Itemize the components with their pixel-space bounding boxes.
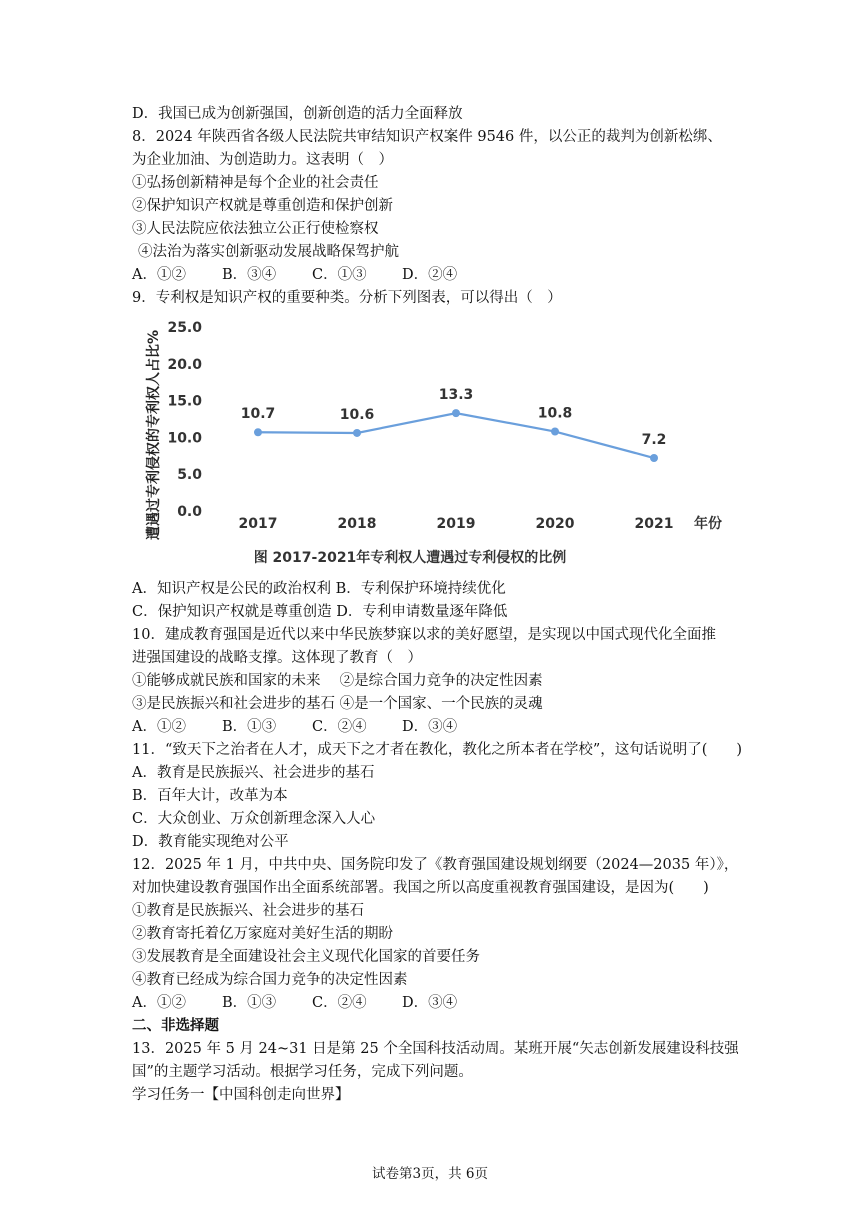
chart-data-label: 10.7 bbox=[240, 406, 276, 423]
chart-data-point bbox=[551, 428, 559, 436]
q11-stem: 11．“致天下之治者在人才，成天下之才者在教化，教化之所本者在学校”，这句话说明了( ) bbox=[132, 742, 743, 758]
q12-item-2: ②教育寄托着亿万家庭对美好生活的期盼 bbox=[132, 926, 393, 942]
chart-data-label: 13.3 bbox=[438, 387, 474, 404]
chart-data-labels bbox=[241, 387, 667, 448]
q12-stem-line2: 对加快建设教育强国作出全面系统部署。我国之所以高度重视教育强国建设，是因为( ) bbox=[132, 880, 709, 896]
q9-options-ab: A．知识产权是公民的政治权利 B．专利保护环境持续优化 bbox=[132, 581, 506, 597]
q10-choice-b: B．①③ bbox=[222, 719, 277, 735]
chart-y-axis-label: 遭遇过专利侵权的专利权人占比% bbox=[146, 329, 162, 541]
chart-y-tick-label: 5.0 bbox=[177, 467, 202, 484]
q10-choice-c: C．②④ bbox=[312, 719, 367, 735]
q13-stem-line1: 13．2025 年 5 月 24~31 日是第 25 个全国科技活动周。某班开展“矢志创新发展建设科技强 bbox=[132, 1041, 739, 1057]
q10-choice-a: A．①② bbox=[132, 719, 186, 735]
q8-choices bbox=[132, 265, 457, 285]
q12-item-1: ①教育是民族振兴、社会进步的基石 bbox=[132, 903, 364, 919]
q11-option-b: B．百年大计，改革为本 bbox=[132, 788, 288, 804]
q12-choice-b: B．①③ bbox=[222, 995, 277, 1011]
chart-y-tick-label: 20.0 bbox=[167, 356, 202, 373]
q8-choice-a: A．①② bbox=[132, 267, 186, 283]
q12-item-3: ③发展教育是全面建设社会主义现代化国家的首要任务 bbox=[132, 949, 480, 965]
chart-data-label: 7.2 bbox=[641, 432, 667, 449]
chart-y-ticks bbox=[167, 320, 202, 520]
q13-stem-line2: 国”的主题学习活动。根据学习任务，完成下列问题。 bbox=[132, 1064, 473, 1080]
q8-choice-b: B．③④ bbox=[222, 267, 277, 283]
q11-option-c: C．大众创业、万众创新理念深入人心 bbox=[132, 811, 376, 827]
chart-series-line bbox=[258, 413, 654, 458]
q10-items-34: ③是民族振兴和社会进步的基石 ④是一个国家、一个民族的灵魂 bbox=[132, 696, 543, 712]
q8-choice-d: D．②④ bbox=[402, 267, 458, 283]
q12-choice-c: C．②④ bbox=[312, 995, 367, 1011]
q12-choices bbox=[132, 993, 457, 1013]
q8-item-2: ②保护知识产权就是尊重创造和保护创新 bbox=[132, 198, 393, 214]
q8-item-1: ①弘扬创新精神是每个企业的社会责任 bbox=[132, 175, 379, 191]
q10-choice-d: D．③④ bbox=[402, 719, 458, 735]
q10-choices bbox=[132, 717, 457, 737]
chart-x-tick-label: 2021 bbox=[634, 516, 674, 532]
q11-option-a: A．教育是民族振兴、社会进步的基石 bbox=[132, 765, 375, 781]
chart-y-tick-label: 15.0 bbox=[167, 393, 202, 410]
chart-data-point bbox=[254, 428, 262, 436]
chart-data-label: 10.6 bbox=[339, 406, 375, 423]
section-heading-nonchoice: 二、非选择题 bbox=[132, 1017, 219, 1034]
q12-item-4: ④教育已经成为综合国力竞争的决定性因素 bbox=[132, 972, 408, 988]
learning-task-1: 学习任务一【中国科创走向世界】 bbox=[132, 1087, 350, 1103]
chart-y-tick-label: 25.0 bbox=[167, 320, 202, 336]
q12-stem-line1: 12．2025 年 1 月，中共中央、国务院印发了《教育强国建设规划纲要（2024—2035 年）》， bbox=[132, 857, 739, 873]
q7-option-d: D．我国已成为创新强国，创新创造的活力全面释放 bbox=[132, 106, 463, 122]
q8-item-3: ③人民法院应依法独立公正行使检察权 bbox=[132, 221, 379, 237]
chart-data-label: 10.8 bbox=[537, 405, 573, 422]
chart-x-axis-label: 年份 bbox=[694, 516, 722, 532]
chart-x-ticks bbox=[239, 516, 674, 532]
patent-infringement-chart bbox=[140, 308, 740, 580]
chart-data-point bbox=[353, 429, 361, 437]
chart-y-tick-label: 0.0 bbox=[177, 504, 202, 520]
q12-choice-d: D．③④ bbox=[402, 995, 458, 1011]
chart-x-tick-label: 2019 bbox=[436, 516, 476, 532]
q8-stem-line2: 为企业加油、为创造助力。这表明（ ） bbox=[132, 152, 393, 168]
q10-stem-line1: 10．建成教育强国是近代以来中华民族梦寐以求的美好愿望，是实现以中国式现代化全面推 bbox=[132, 627, 716, 643]
chart-x-tick-label: 2018 bbox=[337, 516, 377, 532]
chart-data-point bbox=[452, 409, 460, 417]
q8-choice-c: C．①③ bbox=[312, 267, 367, 283]
page-footer: 试卷第3页，共 6页 bbox=[372, 1166, 488, 1182]
chart-points bbox=[254, 406, 658, 462]
q10-stem-line2: 进强国建设的战略支撑。这体现了教育（ ） bbox=[132, 650, 422, 666]
q8-stem-line1: 8．2024 年陕西省各级人民法院共审结知识产权案件 9546 件，以公正的裁判为创新松绑、 bbox=[132, 129, 722, 145]
chart-x-tick-label: 2017 bbox=[238, 516, 278, 532]
chart-data-point bbox=[650, 454, 658, 462]
q9-stem: 9．专利权是知识产权的重要种类。分析下列图表，可以得出（ ） bbox=[132, 290, 562, 306]
q11-option-d: D．教育能实现绝对公平 bbox=[132, 834, 289, 850]
q9-options-cd: C．保护知识产权就是尊重创造 D．专利申请数量逐年降低 bbox=[132, 604, 508, 620]
q12-choice-a: A．①② bbox=[132, 995, 186, 1011]
chart-title: 图 2017-2021年专利权人遭遇过专利侵权的比例 bbox=[253, 550, 567, 566]
chart-x-tick-label: 2020 bbox=[535, 516, 575, 532]
chart-y-tick-label: 10.0 bbox=[167, 430, 202, 447]
q8-item-4: ④法治为落实创新驱动发展战略保驾护航 bbox=[138, 244, 399, 260]
q10-items-12: ①能够成就民族和国家的未来 ②是综合国力竞争的决定性因素 bbox=[132, 673, 543, 689]
